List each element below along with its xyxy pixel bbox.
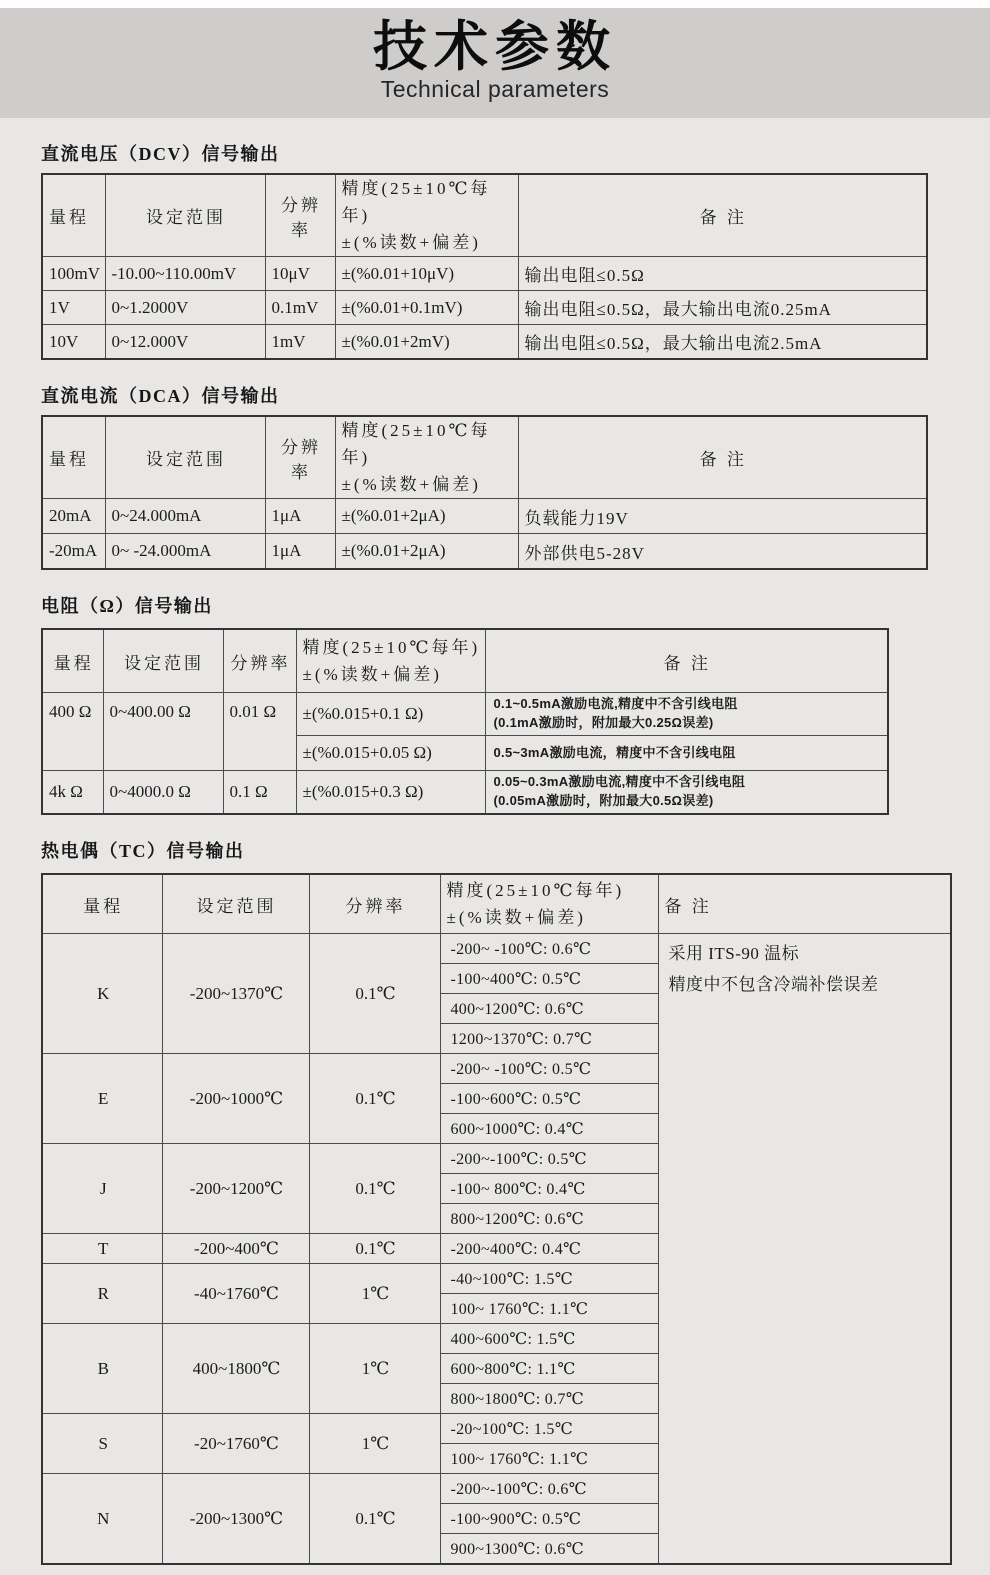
dcv-header-accuracy-line2: ±(%读数+偏差) [341,233,481,252]
tc-cell-type: S [42,1414,162,1474]
tc-cell-type: T [42,1234,162,1264]
tc-cell-type: B [42,1324,162,1414]
page-banner [0,8,990,118]
tc-cell-accuracy: 600~1000℃: 0.4℃ [440,1114,658,1144]
res-cell-accuracy: ±(%0.015+0.3 Ω) [296,771,485,815]
dca-header-accuracy-line1: 精度(25±10℃每年) [341,421,491,467]
tc-row-k [42,934,951,964]
tc-cell-resolution: 0.1℃ [309,1474,440,1565]
dca-cell-resolution: 1μA [265,534,335,570]
dcv-header-resolution: 分辨率 [265,174,335,257]
tc-header-accuracy-line1: 精度(25±10℃每年) [446,881,625,900]
tc-cell-set-range: -200~1000℃ [162,1054,309,1144]
tc-cell-resolution: 0.1℃ [309,934,440,1054]
tc-cell-set-range: 400~1800℃ [162,1324,309,1414]
dca-header-remark: 备 注 [518,416,927,499]
dcv-cell-remark: 输出电阻≤0.5Ω，最大输出电流0.25mA [518,291,927,325]
dcv-cell-resolution: 0.1mV [265,291,335,325]
res-cell-resolution: 0.01 Ω [223,693,296,771]
res-remark-line1: 0.5~3mA激励电流，精度中不含引线电阻 [493,744,736,760]
dcv-cell-set-range: 0~1.2000V [105,291,265,325]
tc-cell-accuracy: 400~600℃: 1.5℃ [440,1324,658,1354]
res-cell-range: 400 Ω [42,693,103,771]
tc-table [41,873,952,1565]
tc-cell-resolution: 0.1℃ [309,1054,440,1144]
tc-cell-accuracy: 1200~1370℃: 0.7℃ [440,1024,658,1054]
res-cell-accuracy: ±(%0.015+0.1 Ω) [296,693,485,736]
dcv-table [41,173,928,360]
tc-cell-resolution: 1℃ [309,1324,440,1414]
dca-table [41,415,928,570]
tc-cell-set-range: -200~1370℃ [162,934,309,1054]
res-header-resolution: 分辨率 [223,629,296,693]
tc-cell-accuracy: -20~100℃: 1.5℃ [440,1414,658,1444]
res-cell-range: 4k Ω [42,771,103,815]
tc-cell-resolution: 1℃ [309,1264,440,1324]
res-remark-line2: (0.1mA激励时，附加最大0.25Ω误差) [493,715,714,730]
tc-cell-resolution: 0.1℃ [309,1234,440,1264]
tc-cell-accuracy: -100~900℃: 0.5℃ [440,1504,658,1534]
dca-header-accuracy-line2: ±(%读数+偏差) [341,475,481,494]
dcv-cell-accuracy: ±(%0.01+10μV) [335,257,518,291]
top-white-strip [0,0,990,8]
res-cell-remark [485,771,888,815]
tc-cell-accuracy: -200~400℃: 0.4℃ [440,1234,658,1264]
dca-row-20ma [42,499,927,534]
res-remark-line1: 0.05~0.3mA激励电流,精度中不含引线电阻 [493,774,746,790]
dcv-header-set-range: 设定范围 [105,174,265,257]
dcv-cell-remark: 输出电阻≤0.5Ω，最大输出电流2.5mA [518,325,927,360]
dca-cell-accuracy: ±(%0.01+2μA) [335,499,518,534]
tc-cell-accuracy: -40~100℃: 1.5℃ [440,1264,658,1294]
dcv-cell-accuracy: ±(%0.01+2mV) [335,325,518,360]
dcv-cell-set-range: 0~12.000V [105,325,265,360]
dca-header-set-range: 设定范围 [105,416,265,499]
dca-header-accuracy [335,416,518,499]
tc-cell-set-range: -200~1200℃ [162,1144,309,1234]
res-cell-remark [485,693,888,736]
tc-cell-accuracy: 900~1300℃: 0.6℃ [440,1534,658,1565]
res-cell-set-range: 0~4000.0 Ω [103,771,223,815]
tc-remark-line1: 采用 ITS-90 温标 [668,944,800,963]
tc-cell-resolution: 1℃ [309,1414,440,1474]
res-cell-set-range: 0~400.00 Ω [103,693,223,771]
resistance-table [41,628,889,815]
dca-header-resolution: 分辨率 [265,416,335,499]
dca-cell-set-range: 0~ -24.000mA [105,534,265,570]
dcv-cell-range: 1V [42,291,105,325]
tc-cell-accuracy: 800~1200℃: 0.6℃ [440,1204,658,1234]
page-content [0,140,990,1575]
tc-cell-resolution: 0.1℃ [309,1144,440,1234]
tc-header-resolution: 分辨率 [309,874,440,934]
dca-cell-resolution: 1μA [265,499,335,534]
res-header-accuracy [296,629,485,693]
tc-cell-accuracy: -200~-100℃: 0.5℃ [440,1144,658,1174]
res-cell-resolution: 0.1 Ω [223,771,296,815]
tc-cell-accuracy: 400~1200℃: 0.6℃ [440,994,658,1024]
res-header-remark: 备 注 [485,629,888,693]
tc-header-set-range: 设定范围 [162,874,309,934]
dcv-header-range: 量程 [42,174,105,257]
tc-header-accuracy [440,874,658,934]
dca-cell-remark: 负载能力19V [518,499,927,534]
res-header-range: 量程 [42,629,103,693]
dca-cell-remark: 外部供电5-28V [518,534,927,570]
dcv-cell-range: 10V [42,325,105,360]
tc-header-row [42,874,951,934]
page-title: 技术参数 [373,17,617,77]
dca-row-neg20ma [42,534,927,570]
res-cell-accuracy: ±(%0.015+0.05 Ω) [296,736,485,771]
tc-cell-accuracy: -200~ -100℃: 0.6℃ [440,934,658,964]
dca-header-row [42,416,927,499]
tc-cell-accuracy: 100~ 1760℃: 1.1℃ [440,1444,658,1474]
tc-cell-type: J [42,1144,162,1234]
page-subtitle: Technical parameters [380,76,610,102]
tc-cell-set-range: -200~400℃ [162,1234,309,1264]
tc-cell-set-range: -200~1300℃ [162,1474,309,1565]
tc-cell-remark [658,934,951,1565]
dca-cell-set-range: 0~24.000mA [105,499,265,534]
dcv-row-1v [42,291,927,325]
tc-cell-accuracy: -100~ 800℃: 0.4℃ [440,1174,658,1204]
res-header-row [42,629,888,693]
dcv-header-accuracy [335,174,518,257]
tc-cell-type: K [42,934,162,1054]
dcv-cell-accuracy: ±(%0.01+0.1mV) [335,291,518,325]
tc-cell-set-range: -20~1760℃ [162,1414,309,1474]
tc-cell-accuracy: 600~800℃: 1.1℃ [440,1354,658,1384]
dcv-header-accuracy-line1: 精度(25±10℃每年) [341,179,491,225]
dcv-cell-set-range: -10.00~110.00mV [105,257,265,291]
tc-cell-accuracy: -100~400℃: 0.5℃ [440,964,658,994]
section-label-dcv: 直流电压（DCV）信号输出 [41,144,280,164]
dcv-cell-remark: 输出电阻≤0.5Ω [518,257,927,291]
section-label-dca: 直流电流（DCA）信号输出 [41,386,280,406]
dca-cell-range: 20mA [42,499,105,534]
dcv-row-100mv [42,257,927,291]
tc-cell-accuracy: -200~ -100℃: 0.5℃ [440,1054,658,1084]
tc-header-remark: 备 注 [658,874,951,934]
res-cell-remark [485,736,888,771]
res-row-4kohm [42,771,888,815]
tc-cell-type: E [42,1054,162,1144]
res-row-400ohm-sub1 [42,693,888,736]
dca-cell-range: -20mA [42,534,105,570]
tc-header-range: 量程 [42,874,162,934]
dcv-cell-resolution: 1mV [265,325,335,360]
dca-header-range: 量程 [42,416,105,499]
section-label-tc: 热电偶（TC）信号输出 [41,841,245,861]
res-header-accuracy-line1: 精度(25±10℃每年) [302,638,481,657]
tc-header-accuracy-line2: ±(%读数+偏差) [446,908,586,927]
dcv-row-10v [42,325,927,360]
res-header-set-range: 设定范围 [103,629,223,693]
res-remark-line2: (0.05mA激励时，附加最大0.5Ω误差) [493,793,714,808]
dcv-cell-range: 100mV [42,257,105,291]
dcv-header-remark: 备 注 [518,174,927,257]
section-label-resistance: 电阻（Ω）信号输出 [41,596,213,616]
tc-cell-accuracy: 100~ 1760℃: 1.1℃ [440,1294,658,1324]
res-remark-line1: 0.1~0.5mA激励电流,精度中不含引线电阻 [493,696,738,712]
tc-cell-set-range: -40~1760℃ [162,1264,309,1324]
tc-cell-type: N [42,1474,162,1565]
dcv-cell-resolution: 10μV [265,257,335,291]
tc-cell-type: R [42,1264,162,1324]
tc-cell-accuracy: -100~600℃: 0.5℃ [440,1084,658,1114]
res-header-accuracy-line2: ±(%读数+偏差) [302,665,442,684]
tc-cell-accuracy: 800~1800℃: 0.7℃ [440,1384,658,1414]
tc-cell-accuracy: -200~-100℃: 0.6℃ [440,1474,658,1504]
dcv-header-row [42,174,927,257]
tc-remark-line2: 精度中不包含冷端补偿误差 [668,974,879,994]
dca-cell-accuracy: ±(%0.01+2μA) [335,534,518,570]
